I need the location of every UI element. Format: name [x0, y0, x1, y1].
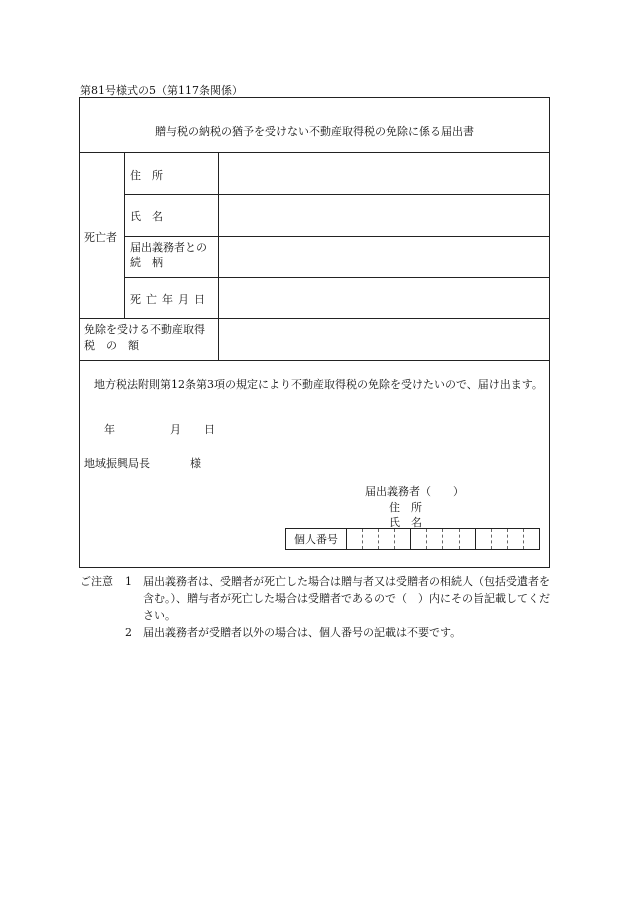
individual-number-grid [285, 528, 540, 550]
digit-cell[interactable] [411, 529, 427, 549]
form-reference: 第81号様式の5（第117条関係） [80, 84, 243, 97]
digit-cell[interactable] [443, 529, 459, 549]
deceased-label: 死亡者 [84, 231, 117, 244]
divider [80, 318, 549, 319]
name-label [130, 208, 214, 224]
note-number: 1 [125, 575, 132, 588]
divider [124, 277, 549, 278]
digit-group [347, 528, 411, 550]
divider [124, 236, 549, 237]
digit-cell[interactable] [524, 529, 539, 549]
note-item [80, 573, 560, 624]
digit-cell[interactable] [460, 529, 475, 549]
date-day: 日 [204, 423, 215, 436]
digit-cell[interactable] [508, 529, 524, 549]
address-label-text: 住 所 [130, 169, 163, 182]
note-number: 2 [125, 626, 132, 639]
filer-title: 届出義務者（ ） [365, 485, 464, 498]
note-text: 届出義務者が受贈者以外の場合は、個人番号の記載は不要です。 [143, 626, 462, 639]
digit-group [476, 528, 540, 550]
divider [80, 152, 549, 153]
date-month: 月 [170, 423, 181, 436]
note-text: 届出義務者は、受贈者が死亡した場合は贈与者又は受贈者の相続人（包括受遺者を含む。）、贈与者が死亡した場合は受贈者であるので（ ）内にその旨記載してください。 [143, 575, 550, 622]
exemption-amount-label [84, 322, 205, 354]
divider [218, 152, 219, 360]
notification-form [79, 97, 550, 568]
date-year: 年 [104, 423, 115, 436]
digit-cell[interactable] [363, 529, 379, 549]
form-title: 贈与税の納税の猶予を受けない不動産取得税の免除に係る届出書 [155, 125, 474, 138]
name-label-text: 氏 名 [130, 210, 163, 223]
statement-text: 地方税法附則第12条第3項の規定により不動産取得税の免除を受けたいので、届け出ます。 [94, 378, 543, 391]
individual-number-label: 個人番号 [285, 528, 347, 550]
relationship-label [130, 240, 207, 270]
note-item [80, 624, 560, 641]
divider [124, 194, 549, 195]
address-label [130, 167, 214, 183]
digit-group [411, 528, 475, 550]
relationship-label-line1: 届出義務者との [130, 241, 207, 254]
addressee-honorific: 様 [190, 457, 201, 470]
addressee-name: 地域振興局長 [84, 457, 150, 470]
notes-heading: ご注意 [80, 575, 113, 588]
digit-cell[interactable] [492, 529, 508, 549]
filer-address-label: 住 所 [389, 501, 422, 514]
digit-cell[interactable] [427, 529, 443, 549]
notes-section [80, 573, 560, 641]
digit-cell[interactable] [347, 529, 363, 549]
death-date-label: 死亡年月日 [130, 293, 210, 306]
divider [80, 360, 549, 361]
exemption-label-line2: 税 の 額 [84, 339, 139, 352]
filer-name-label: 氏 名 [389, 516, 422, 529]
digit-cell[interactable] [395, 529, 410, 549]
exemption-label-line1: 免除を受ける不動産取得 [84, 323, 205, 336]
digit-cell[interactable] [379, 529, 395, 549]
digit-cell[interactable] [476, 529, 492, 549]
relationship-label-line2: 続 柄 [130, 256, 163, 269]
divider [124, 152, 125, 318]
